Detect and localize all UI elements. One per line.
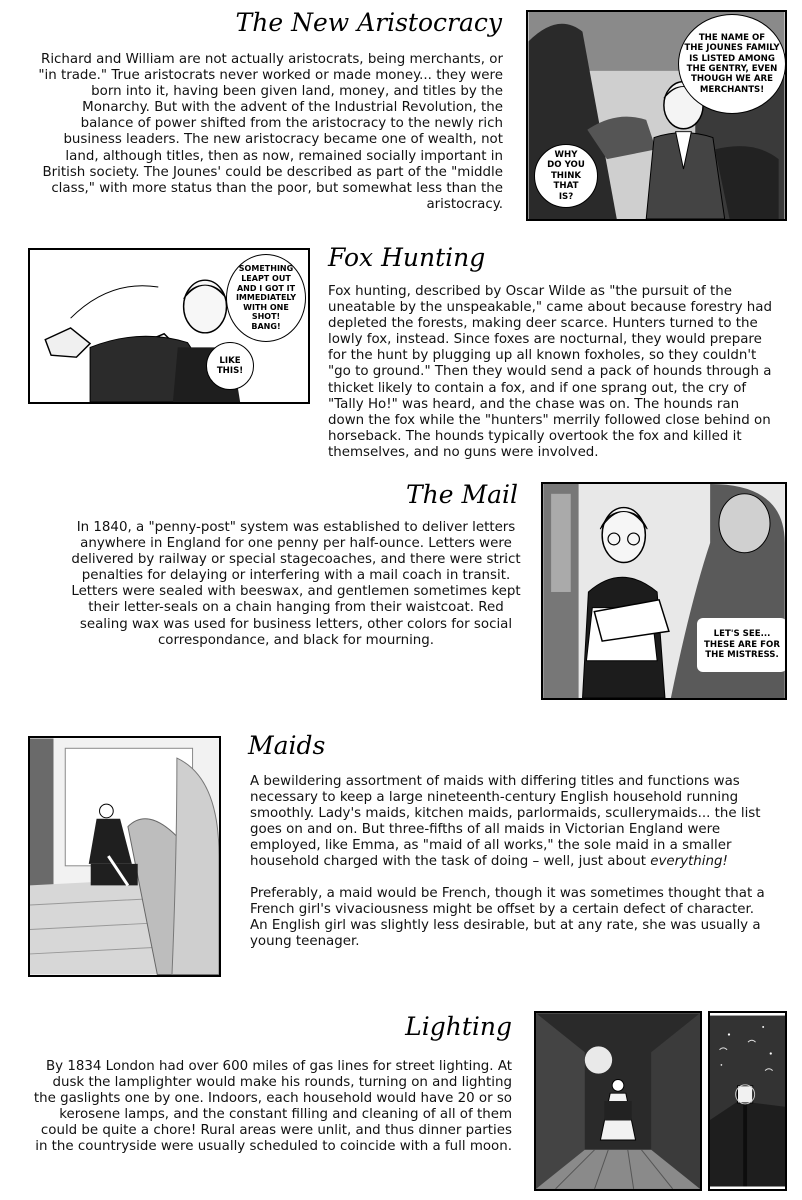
section-body-aristocracy: Richard and William are not actually aristocrats, being merchants, or "in trade." True aristocrats never worked or made money... they were born into it, having been given land, money, and titles by the Monarchy. But with the advent of the Industrial Revolution, the balance of power shifted from the aristocracy to the newly rich business leaders. The new aristocracy became one of wealth, not land, although titles, then as now, remained socially important in British society. The Jounes' could be described as part of the "middle class," with more status than the poor, but somewhat less than the aristocracy. [38, 52, 503, 212]
section-title-mail: The Mail [405, 480, 518, 509]
lighting-street-illustration [710, 1013, 785, 1189]
section-body-maids-1 [250, 774, 775, 871]
comic-panel-lighting-right [708, 1011, 787, 1191]
speech-bubble-mistress: LET'S SEE... THESE ARE FOR THE MISTRESS. [697, 618, 787, 672]
speech-bubble-like-this: LIKE THIS! [206, 342, 254, 390]
section-title-aristocracy: The New Aristocracy [235, 8, 502, 37]
maids-body-emphasis: everything! [650, 854, 728, 870]
speech-bubble-gentry: THE NAME OF THE JOUNES FAMILY IS LISTED AMONG THE GENTRY, EVEN THOUGH WE ARE MERCHANTS! [678, 14, 786, 114]
section-body-fox: Fox hunting, described by Oscar Wilde as "the pursuit of the uneatable by the unspeakable," came about because forestry had depleted the forests, making deer scarce. Hunters turned to the lowly fox, instead. Since foxes are nocturnal, they would prepare for the hunt by plugging up all known foxholes, so they couldn't "go to ground." Then they would send a pack of hounds through a thicket likely to contain a fox, and if one sprang out, the cry of "Tally Ho!" was heard, and the chase was on. The hounds ran down the fox while the "hunters" merrily followed close behind on horseback. The hounds typically overtook the fox and killed it themselves, and no guns were involved. [328, 284, 772, 460]
section-title-lighting: Lighting [405, 1012, 512, 1041]
comic-panel-mail [541, 482, 787, 700]
section-body-mail: In 1840, a "penny-post" system was established to deliver letters anywhere in England for one penny per half-ounce. Letters were delivered by railway or special stagecoaches, and there were strict penalties for delaying or interfering with a mail coach in transit. Letters were sealed with beeswax, and gentlemen sometimes kept their letter-seals on a chain hanging from their waistcoat. Red sealing wax was used for business letters, other colors for social correspondance, and black for mourning. [71, 520, 521, 648]
section-body-maids-2: Preferably, a maid would be French, though it was sometimes thought that a French girl's vivaciousness might be offset by a certain defect of character. An English girl was slightly less desirable, but at any rate, she was usually a young teenager. [250, 886, 765, 950]
speech-bubble-bang: SOMETHING LEAPT OUT AND I GOT IT IMMEDIATELY WITH ONE SHOT! BANG! [226, 254, 306, 342]
lighting-hallway-illustration [536, 1013, 700, 1189]
maids-body-text: A bewildering assortment of maids with differing titles and functions was necessary to keep a large nineteenth-century English household running smoothly. Lady's maids, kitchen maids, parlormaids, scullerymaids... the list goes on and on. But three-fifths of all maids in Victorian England were employed, like Emma, as "maid of all works," the sole maid in a smaller household charged with the task of doing – well, just about [250, 774, 761, 870]
speech-bubble-why: WHY DO YOU THINK THAT IS? [534, 144, 598, 208]
comic-panel-lighting-left [534, 1011, 702, 1191]
comic-panel-aristocracy [526, 10, 787, 221]
section-body-lighting: By 1834 London had over 600 miles of gas lines for street lighting. At dusk the lamplighter would make his rounds, turning on and lighting the gaslights one by one. Indoors, each household would have 20 or so kerosene lamps, and the constant filling and cleaning of all of them could be quite a chore! Rural areas were unlit, and thus dinner parties in the countryside were usually scheduled to coincide with a full moon. [33, 1059, 512, 1155]
comic-panel-fox [28, 248, 310, 404]
section-title-maids: Maids [248, 731, 326, 760]
comic-panel-maids [28, 736, 221, 977]
section-title-fox: Fox Hunting [328, 243, 486, 272]
maids-illustration [30, 738, 219, 975]
